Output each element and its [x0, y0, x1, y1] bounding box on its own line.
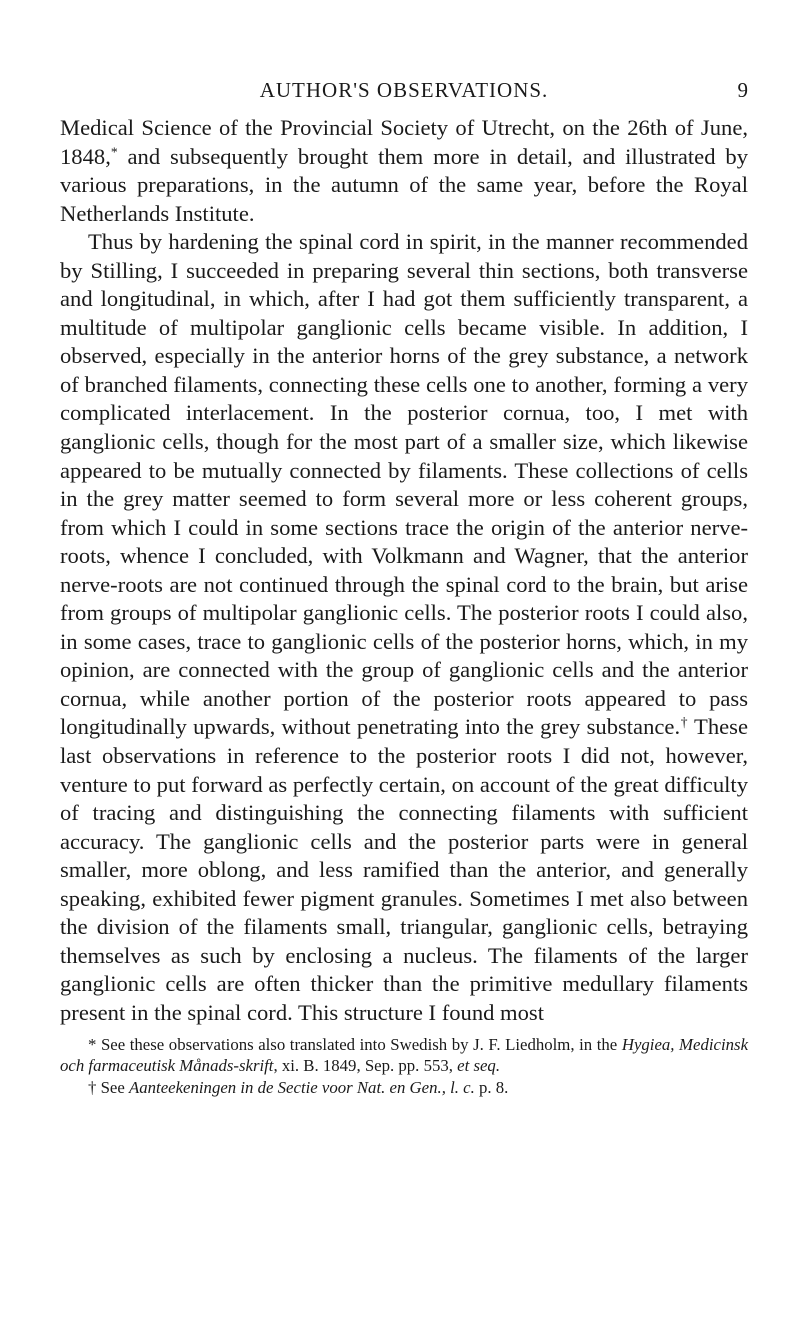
footnote-star-journal: Hygiea, Medicinsk och farmaceutisk Månads-skrift: [60, 1034, 749, 1076]
paragraph-1-text-b: and subsequently brought them more in detail, and illustrated by various preparations, in the autumn of the same year, before the Royal Netherlands Institute.: [60, 143, 748, 226]
paragraph-2-text-b: These last observations in reference to the posterior roots I did not, however, venture to put forward as perfectly certain, on account of the great difficulty of tracing and distinguishing the connecting filaments with sufficient accuracy. The ganglionic cells and the posterior parts were in general smaller, more oblong, and less ramified than the anterior, and generally speaking, exhibited fewer pigment granules. Sometimes I met also between the division of the filaments small, triangular, ganglionic cells, betraying themselves as such by enclosing a nucleus. The filaments of the larger ganglionic cells are often thicker than the primitive medullary filaments present in the spinal cord. This structure I found most: [60, 714, 749, 1025]
footnote-star: [60, 1034, 748, 1077]
footnote-dagger-source: Aanteekeningen in de Sectie voor Nat. en Gen., l. c.: [129, 1077, 475, 1097]
footnote-star-etseq: et seq.: [457, 1056, 501, 1076]
footnote-dagger-text-1: See: [96, 1077, 130, 1097]
paragraph-1: [60, 114, 748, 228]
paragraph-1-text-a: Medical Science of the Provincial Society of Utrecht, on the 26th of June, 1848,: [60, 115, 748, 169]
footnote-star-mark: *: [88, 1034, 97, 1054]
footnote-ref-star: *: [110, 144, 118, 160]
footnote-dagger: [60, 1077, 748, 1099]
paragraph-2-text-a: Thus by hardening the spinal cord in spirit, in the manner recommended by Stilling, I succeeded in preparing several thin sections, both transverse and longitudinal, in which, after I had got them sufficiently transparent, a multitude of multipolar ganglionic cells became visible. In addition, I observed, especially in the anterior horns of the grey substance, a network of branched filaments, connecting these cells one to another, forming a very complicated interlacement. In the posterior cornua, too, I met with ganglionic cells, though for the most part of a smaller size, which likewise appeared to be mutually connected by filaments. These collections of cells in the grey matter seemed to form several more or less coherent groups, from which I could in some sections trace the origin of the anterior nerve-roots, whence I concluded, with Volkmann and Wagner, that the anterior nerve-roots are not continued through the spinal cord to the brain, but arise from groups of multipolar ganglionic cells. The posterior roots I could also, in some cases, trace to ganglionic cells of the posterior horns, which, in my opinion, are connected with the group of ganglionic cells and the anterior cornua, while another portion of the posterior roots appeared to pass longitudinally upwards, without penetrating into the grey substance.: [60, 229, 748, 740]
footnotes: [60, 1034, 748, 1099]
footnote-dagger-mark: †: [88, 1077, 97, 1097]
page-number: 9: [737, 78, 748, 102]
body-text: [60, 114, 748, 1028]
running-head: [60, 78, 748, 114]
footnote-star-text-2: , xi. B. 1849, Sep. pp. 553,: [273, 1056, 458, 1076]
footnote-star-text-1: See these observations also translated into Swedish by J. F. Liedholm, in the: [96, 1034, 622, 1054]
footnote-dagger-text-2: p. 8.: [474, 1077, 509, 1097]
paragraph-2: [60, 228, 748, 1027]
page: [60, 78, 748, 1098]
footnote-ref-dagger: †: [680, 715, 689, 731]
running-title: AUTHOR'S OBSERVATIONS.: [259, 78, 549, 102]
